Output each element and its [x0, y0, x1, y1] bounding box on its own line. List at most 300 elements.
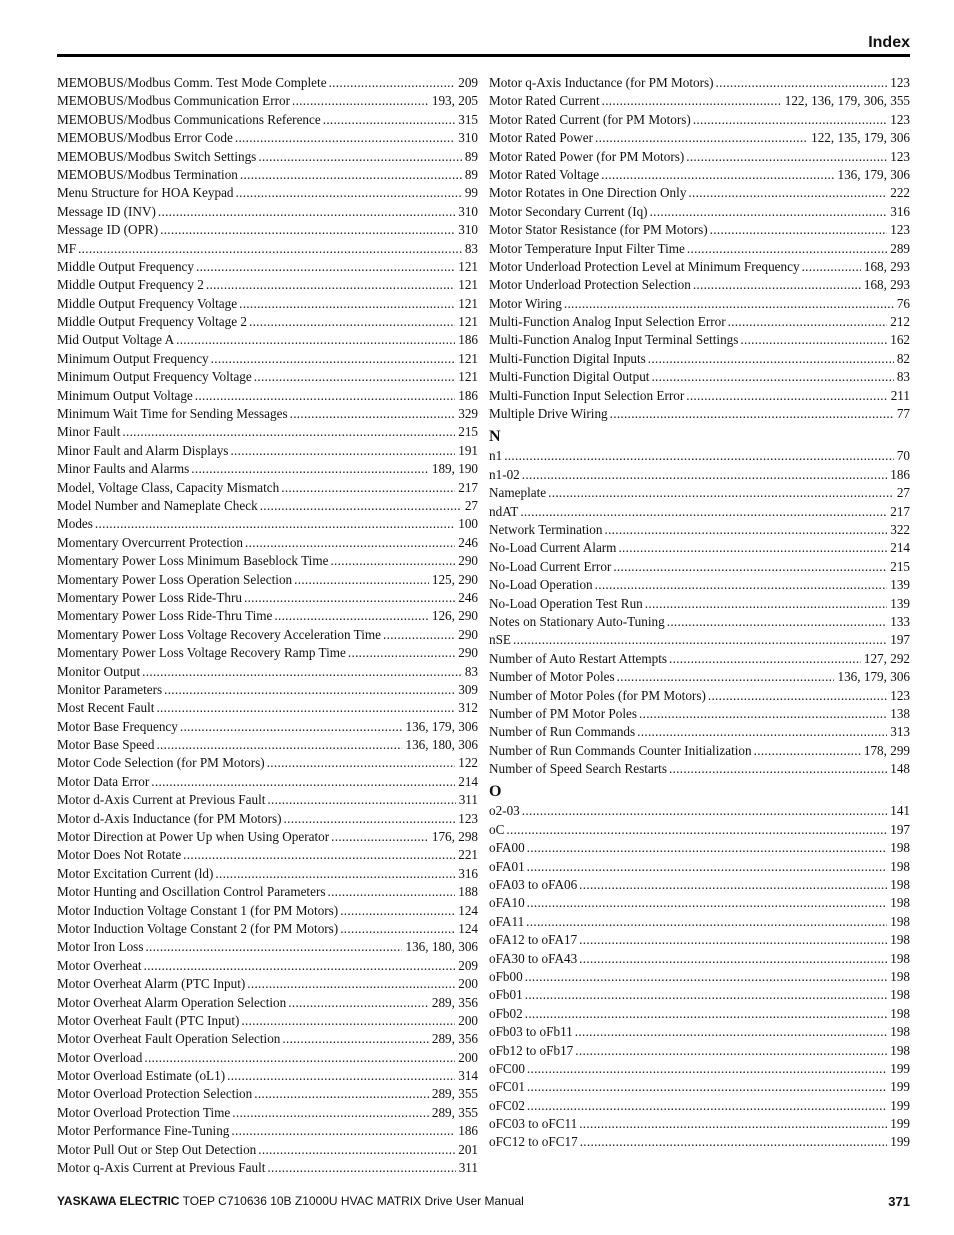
index-entry-term: Minor Fault and Alarm Displays — [57, 442, 229, 458]
right-top-entries — [489, 74, 910, 423]
dot-leader — [145, 938, 402, 956]
index-entry-term: Motor Wiring — [489, 295, 562, 311]
index-entry-term: Motor Overheat Alarm Operation Selection — [57, 994, 287, 1010]
index-entry-term: Motor Overheat Alarm (PTC Input) — [57, 976, 246, 992]
index-entry-pages: 178, 299 — [863, 742, 910, 758]
index-entry — [489, 313, 910, 331]
index-entry — [489, 986, 910, 1004]
right-column — [489, 74, 910, 1152]
index-entry-term: Minor Faults and Alarms — [57, 461, 190, 477]
index-entry — [489, 742, 910, 760]
index-entry — [489, 258, 910, 276]
index-entry-pages: 201 — [458, 1141, 478, 1157]
index-entry-pages: 136, 179, 306 — [405, 718, 478, 734]
index-entry — [489, 687, 910, 705]
index-entry-term: Momentary Power Loss Operation Selection — [57, 571, 293, 587]
index-entry-term: Middle Output Frequency — [57, 258, 194, 274]
dot-leader — [156, 699, 455, 717]
index-entry-term: Minimum Output Frequency Voltage — [57, 369, 252, 385]
dot-leader — [802, 258, 861, 276]
index-entry-term: Multi-Function Digital Output — [489, 369, 650, 385]
index-entry-term: oFb00 — [489, 968, 523, 984]
index-entry — [57, 957, 478, 975]
index-entry-term: Number of Auto Restart Attempts — [489, 650, 668, 666]
index-entry — [489, 950, 910, 968]
index-entry — [489, 705, 910, 723]
index-entry — [489, 466, 910, 484]
index-entry — [489, 539, 910, 557]
dot-leader — [249, 313, 455, 331]
index-entry-pages: 289 — [890, 240, 910, 256]
dot-leader — [151, 773, 455, 791]
index-entry-term: No-Load Operation Test Run — [489, 595, 643, 611]
index-entry-pages: 289, 355 — [431, 1086, 478, 1102]
index-entry-pages: 200 — [458, 1012, 478, 1028]
dot-leader — [215, 865, 455, 883]
index-entry-pages: 77 — [896, 406, 910, 422]
index-entry-pages: 121 — [458, 350, 478, 366]
index-entry — [57, 902, 478, 920]
index-entry-term: MEMOBUS/Modbus Error Code — [57, 130, 233, 146]
dot-leader — [236, 184, 462, 202]
index-entry — [489, 331, 910, 349]
dot-leader — [160, 221, 455, 239]
index-entry-pages: 198 — [890, 1024, 910, 1040]
index-entry-pages: 176, 298 — [431, 829, 478, 845]
dot-leader — [235, 129, 455, 147]
index-entry-pages: 133 — [890, 613, 910, 629]
index-entry — [489, 650, 910, 668]
index-entry — [489, 184, 910, 202]
index-entry-pages: 290 — [458, 626, 478, 642]
index-entry — [489, 821, 910, 839]
index-entry-term: Monitor Parameters — [57, 681, 163, 697]
index-entry — [57, 515, 478, 533]
index-entry-pages: 123 — [890, 75, 910, 90]
index-entry-term: Motor Base Frequency — [57, 718, 178, 734]
dot-leader — [144, 1049, 455, 1067]
index-entry-pages: 199 — [890, 1097, 910, 1113]
index-entry-pages: 290 — [458, 645, 478, 661]
dot-leader — [258, 148, 462, 166]
index-entry-term: Motor Overload — [57, 1049, 143, 1065]
index-entry — [57, 1122, 478, 1140]
dot-leader — [282, 1030, 428, 1048]
index-entry-pages: 82 — [896, 350, 910, 366]
section-n-entries — [489, 447, 910, 778]
index-entry-term: oFA03 to oFA06 — [489, 877, 578, 893]
index-entry-term: oFA10 — [489, 895, 525, 911]
index-entry-term: Motor Rated Voltage — [489, 166, 600, 182]
dot-leader — [595, 576, 888, 594]
index-entry-pages: 136, 179, 306 — [837, 669, 910, 685]
index-entry-pages: 139 — [890, 577, 910, 593]
index-entry — [57, 295, 478, 313]
dot-leader — [527, 839, 888, 857]
dot-leader — [579, 876, 887, 894]
index-entry — [57, 1141, 478, 1159]
index-entry-term: Motor Rated Current (for PM Motors) — [489, 111, 691, 127]
index-entry — [57, 405, 478, 423]
index-entry-pages: 197 — [890, 821, 910, 837]
index-entry-term: Multi-Function Analog Input Terminal Settings — [489, 332, 739, 348]
index-entry — [489, 148, 910, 166]
index-entry — [57, 810, 478, 828]
index-entry-pages: 310 — [458, 222, 478, 238]
dot-leader — [158, 203, 455, 221]
index-entry-term: oFb02 — [489, 1005, 523, 1021]
dot-leader — [527, 894, 888, 912]
index-entry-term: Message ID (INV) — [57, 203, 156, 219]
index-entry-term: Multi-Function Digital Inputs — [489, 350, 646, 366]
dot-leader — [522, 802, 887, 820]
dot-leader — [211, 350, 456, 368]
index-entry-term: Minimum Output Voltage — [57, 387, 193, 403]
dot-leader — [281, 479, 455, 497]
index-entry-term: n1 — [489, 448, 503, 464]
index-entry-pages: 198 — [890, 877, 910, 893]
index-entry — [57, 460, 478, 478]
index-entry-term: Message ID (OPR) — [57, 222, 159, 238]
dot-leader — [613, 558, 887, 576]
index-entry-pages: 214 — [458, 773, 478, 789]
page-header-title: Index — [868, 34, 910, 51]
index-entry-pages: 83 — [464, 663, 478, 679]
index-entry — [489, 595, 910, 613]
dot-leader — [348, 644, 455, 662]
index-entry — [57, 258, 478, 276]
index-entry-term: Middle Output Frequency 2 — [57, 277, 204, 293]
index-entry — [489, 74, 910, 92]
index-entry — [57, 663, 478, 681]
index-entry-pages: 221 — [458, 847, 478, 863]
index-entry — [489, 166, 910, 184]
index-entry-term: o2-03 — [489, 803, 520, 819]
index-entry — [489, 1060, 910, 1078]
index-entry — [57, 773, 478, 791]
dot-leader — [164, 681, 455, 699]
index-entry-pages: 311 — [458, 792, 478, 808]
index-entry-pages: 309 — [458, 681, 478, 697]
index-entry — [57, 1159, 478, 1177]
index-entry-pages: 198 — [890, 895, 910, 911]
dot-leader — [156, 736, 402, 754]
index-entry — [489, 129, 910, 147]
dot-leader — [651, 368, 893, 386]
index-entry-term: Motor Direction at Power Up when Using Operator — [57, 829, 330, 845]
index-entry-pages: 198 — [890, 858, 910, 874]
index-entry-pages: 198 — [890, 840, 910, 856]
dot-leader — [548, 484, 894, 502]
index-entry-pages: 162 — [890, 332, 910, 348]
index-entry — [57, 1067, 478, 1085]
dot-leader — [686, 387, 887, 405]
index-entry-pages: 123 — [890, 148, 910, 164]
index-entry-pages: 191 — [458, 442, 478, 458]
index-entry — [57, 276, 478, 294]
index-entry-pages: 222 — [890, 185, 910, 201]
index-entry — [489, 1042, 910, 1060]
index-entry-term: Momentary Power Loss Voltage Recovery Ramp Time — [57, 645, 346, 661]
index-entry-term: Number of Speed Search Restarts — [489, 761, 667, 777]
dot-leader — [254, 368, 455, 386]
index-entry-pages: 246 — [458, 534, 478, 550]
index-entry-term: oFC01 — [489, 1079, 525, 1095]
dot-leader — [267, 754, 456, 772]
index-entry-term: Motor Secondary Current (Iq) — [489, 203, 648, 219]
index-entry-term: Network Termination — [489, 521, 603, 537]
dot-leader — [688, 184, 887, 202]
index-entry — [57, 718, 478, 736]
index-entry — [57, 534, 478, 552]
dot-leader — [579, 931, 887, 949]
index-entry-term: Motor Temperature Input Filter Time — [489, 240, 685, 256]
index-entry-pages: 124 — [458, 920, 478, 936]
index-entry-term: oFb03 to oFb11 — [489, 1024, 573, 1040]
index-entry-pages: 141 — [890, 803, 910, 819]
index-entry — [489, 405, 910, 423]
index-entry-pages: 199 — [890, 1079, 910, 1095]
dot-leader — [667, 613, 888, 631]
dot-leader — [504, 447, 894, 465]
index-entry-pages: 289, 355 — [431, 1104, 478, 1120]
dot-leader — [240, 166, 462, 184]
index-entry-term: Momentary Power Loss Ride-Thru — [57, 589, 242, 605]
footer-brand: YASKAWA ELECTRIC — [57, 1194, 180, 1208]
section-letter-o: O — [489, 783, 502, 801]
index-entry-pages: 198 — [890, 932, 910, 948]
index-entry — [489, 723, 910, 741]
index-entry-pages: 198 — [890, 1005, 910, 1021]
index-entry-pages: 121 — [458, 277, 478, 293]
index-entry-pages: 316 — [458, 865, 478, 881]
index-entry-pages: 121 — [458, 295, 478, 311]
index-entry-term: MEMOBUS/Modbus Communications Reference — [57, 111, 321, 127]
index-entry-term: MEMOBUS/Modbus Comm. Test Mode Complete — [57, 75, 327, 90]
dot-leader — [180, 718, 403, 736]
index-entry — [57, 1030, 478, 1048]
index-entry-term: Multi-Function Analog Input Selection Error — [489, 314, 726, 330]
index-entry-term: MEMOBUS/Modbus Communication Error — [57, 93, 290, 109]
index-entry — [57, 1012, 478, 1030]
index-entry — [489, 521, 910, 539]
index-entry-term: Motor Iron Loss — [57, 939, 144, 955]
dot-leader — [526, 913, 887, 931]
index-entry-pages: 310 — [458, 203, 478, 219]
dot-leader — [610, 405, 894, 423]
index-entry — [489, 221, 910, 239]
dot-leader — [78, 240, 462, 258]
index-entry-term: No-Load Operation — [489, 577, 593, 593]
index-entry-term: Motor Stator Resistance (for PM Motors) — [489, 222, 708, 238]
dot-leader — [708, 687, 887, 705]
dot-leader — [323, 111, 455, 129]
index-entry-pages: 121 — [458, 369, 478, 385]
index-entry-term: Motor q-Axis Current at Previous Fault — [57, 1160, 266, 1176]
index-entry-pages: 76 — [896, 295, 910, 311]
dot-leader — [195, 387, 455, 405]
index-entry-pages: 122 — [458, 755, 478, 771]
index-entry-term: Motor Overheat Fault Operation Selection — [57, 1031, 281, 1047]
dot-leader — [650, 203, 888, 221]
index-entry — [57, 1085, 478, 1103]
index-entry-term: Minor Fault — [57, 424, 121, 440]
index-entry-term: Motor Hunting and Oscillation Control Parameters — [57, 884, 326, 900]
index-entry-pages: 100 — [458, 516, 478, 532]
index-entry — [57, 699, 478, 717]
dot-leader — [639, 705, 887, 723]
index-entry-term: Motor Code Selection (for PM Motors) — [57, 755, 265, 771]
index-entry-term: oC — [489, 821, 505, 837]
index-entry-term: oFC00 — [489, 1060, 525, 1076]
dot-leader — [227, 1067, 455, 1085]
index-entry — [489, 858, 910, 876]
index-entry-pages: 186 — [890, 466, 910, 482]
index-entry-term: Motor Overload Protection Time — [57, 1104, 231, 1120]
index-entry-pages: 200 — [458, 1049, 478, 1065]
index-entry-term: ndAT — [489, 503, 519, 519]
index-entry — [57, 736, 478, 754]
index-entry-pages: 168, 293 — [863, 277, 910, 293]
index-entry — [57, 883, 478, 901]
index-entry — [57, 313, 478, 331]
index-entry-pages: 199 — [890, 1060, 910, 1076]
index-entry-pages: 83 — [464, 240, 478, 256]
index-entry-term: Motor Pull Out or Step Out Detection — [57, 1141, 257, 1157]
index-entry-pages: 124 — [458, 902, 478, 918]
index-entry-pages: 136, 180, 306 — [405, 737, 478, 753]
index-entry-term: oFC03 to oFC11 — [489, 1116, 578, 1132]
index-entry-pages: 246 — [458, 589, 478, 605]
index-entry-pages: 313 — [890, 724, 910, 740]
index-entry-pages: 70 — [896, 448, 910, 464]
index-entry — [57, 148, 478, 166]
index-entry — [57, 644, 478, 662]
dot-leader — [645, 595, 887, 613]
dot-leader — [601, 166, 834, 184]
index-entry-term: Number of Motor Poles — [489, 669, 615, 685]
index-entry-term: Mid Output Voltage A — [57, 332, 175, 348]
dot-leader — [602, 92, 782, 110]
dot-leader — [525, 986, 888, 1004]
dot-leader — [618, 539, 887, 557]
dot-leader — [288, 994, 429, 1012]
dot-leader — [686, 148, 887, 166]
index-entry-pages: 289, 356 — [431, 1031, 478, 1047]
index-entry-term: Motor Induction Voltage Constant 1 (for PM Motors) — [57, 902, 339, 918]
index-entry-term: oFC02 — [489, 1097, 525, 1113]
dot-leader — [258, 1141, 455, 1159]
dot-leader — [648, 350, 894, 368]
index-entry-pages: 217 — [890, 503, 910, 519]
index-entry — [57, 975, 478, 993]
index-entry-term: Motor Rated Current — [489, 93, 600, 109]
index-entry-term: n1-02 — [489, 466, 520, 482]
index-entry-pages: 199 — [890, 1116, 910, 1132]
index-entry — [57, 571, 478, 589]
index-entry-pages: 186 — [458, 332, 478, 348]
dot-leader — [527, 858, 888, 876]
index-entry-term: oFA11 — [489, 913, 525, 929]
index-entry-pages: 198 — [890, 987, 910, 1003]
index-entry — [489, 1115, 910, 1133]
index-entry-term: Motor Overload Estimate (oL1) — [57, 1068, 226, 1084]
index-entry-term: Number of Run Commands — [489, 724, 636, 740]
index-entry — [57, 129, 478, 147]
index-entry — [57, 479, 478, 497]
dot-leader — [290, 405, 456, 423]
dot-leader — [231, 1122, 455, 1140]
index-entry-term: oFA12 to oFA17 — [489, 932, 578, 948]
index-entry-pages: 127, 292 — [863, 650, 910, 666]
dot-leader — [693, 276, 861, 294]
index-entry-pages: 329 — [458, 406, 478, 422]
index-entry-term: Motor Rotates in One Direction Only — [489, 185, 687, 201]
dot-leader — [575, 1042, 887, 1060]
section-o-entries — [489, 802, 910, 1151]
index-entry-pages: 83 — [896, 369, 910, 385]
index-entry-term: nSE — [489, 632, 511, 648]
footer-manual-title: TOEP C710636 10B Z1000U HVAC MATRIX Drive User Manual — [182, 1194, 524, 1208]
index-entry — [57, 994, 478, 1012]
index-entry-pages: 215 — [458, 424, 478, 440]
index-entry — [489, 558, 910, 576]
index-entry-term: Motor Performance Fine-Tuning — [57, 1123, 230, 1139]
index-entry — [57, 368, 478, 386]
index-entry — [57, 111, 478, 129]
index-entry-term: Motor Rated Power — [489, 130, 594, 146]
dot-leader — [522, 466, 887, 484]
dot-leader — [329, 74, 456, 92]
index-entry-pages: 126, 290 — [431, 608, 478, 624]
dot-leader — [710, 221, 888, 239]
index-entry-term: Motor Overload Protection Selection — [57, 1086, 253, 1102]
index-entry — [489, 631, 910, 649]
index-entry — [57, 331, 478, 349]
index-entry — [489, 111, 910, 129]
index-entry-term: Momentary Power Loss Voltage Recovery Acceleration Time — [57, 626, 382, 642]
dot-leader — [564, 295, 894, 313]
index-entry-pages: 122, 136, 179, 306, 355 — [784, 93, 910, 109]
index-entry-term: Motor Data Error — [57, 773, 150, 789]
index-entry-pages: 121 — [458, 314, 478, 330]
footer-page-number: 371 — [888, 1194, 910, 1209]
index-entry — [489, 1097, 910, 1115]
index-entry — [489, 447, 910, 465]
index-entry-term: oFb12 to oFb17 — [489, 1042, 574, 1058]
dot-leader — [637, 723, 887, 741]
index-entry-pages: 310 — [458, 130, 478, 146]
dot-leader — [669, 650, 861, 668]
dot-leader — [230, 442, 455, 460]
index-entry-pages: 123 — [458, 810, 478, 826]
index-entry-pages: 168, 293 — [863, 258, 910, 274]
index-entry — [489, 668, 910, 686]
index-entry-pages: 188 — [458, 884, 478, 900]
index-entry-pages: 314 — [458, 1068, 478, 1084]
index-entry-pages: 315 — [458, 111, 478, 127]
index-entry-pages: 136, 180, 306 — [405, 939, 478, 955]
index-entry-term: Minimum Wait Time for Sending Messages — [57, 406, 288, 422]
index-entry-term: Momentary Overcurrent Protection — [57, 534, 244, 550]
index-entry-term: oFA30 to oFA43 — [489, 950, 578, 966]
dot-leader — [196, 258, 455, 276]
index-entry — [57, 221, 478, 239]
index-entry-term: Motor d-Axis Inductance (for PM Motors) — [57, 810, 282, 826]
index-entry — [489, 240, 910, 258]
index-entry-pages: 312 — [458, 700, 478, 716]
index-entry-term: Middle Output Frequency Voltage 2 — [57, 314, 247, 330]
